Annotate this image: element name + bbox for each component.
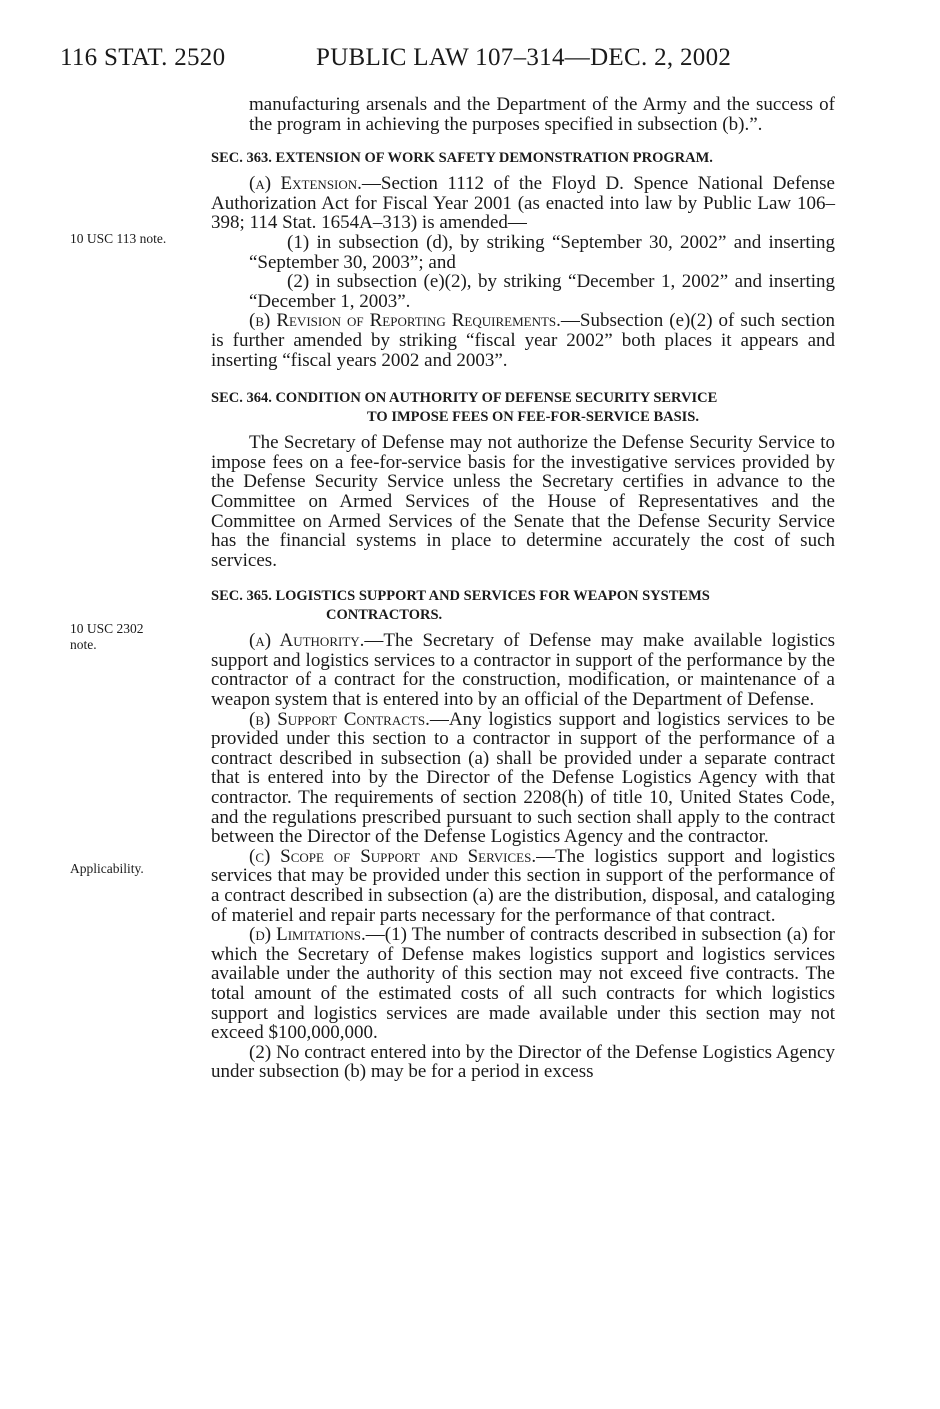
margin-note-usc-2302-line1: 10 USC 2302 xyxy=(70,621,144,636)
section-363-heading: SEC. 363. EXTENSION OF WORK SAFETY DEMONSTRATION PROGRAM. xyxy=(211,150,713,167)
section-365-a-label: (a) Authority. xyxy=(249,630,365,652)
section-365-d-text: —(1) The number of contracts described in subsection (a) for which the Secretary of Defense makes logistics support and logistics services available under the authority of this section may not exceed five contracts. The total amount of the estimated costs of all such contracts for which logistics support and logistics services are made available under this section may not exceed $100,000,000. xyxy=(211,924,836,1044)
section-364-text: The Secretary of Defense may not authorize the Defense Security Service to impose fees on a fee-for-service basis for the investigative services provided by the Defense Security Service unless the Secretary certifies in advance to the Committee on Armed Services of the House of Representatives and the Committee on Armed Services of the Senate that the Defense Security Service has the financial systems in place to determine accurately the cost of such services. xyxy=(211,432,835,571)
section-365-a xyxy=(211,631,835,709)
document-body xyxy=(211,95,835,1082)
section-365-heading xyxy=(211,587,835,625)
section-365-b-label: (b) Support Contracts. xyxy=(249,708,430,730)
margin-note-usc-2302 xyxy=(70,621,190,653)
section-365-c-label: (c) Scope of Support and Services. xyxy=(249,845,537,867)
section-365-c-text: —The logistics support and logistics services that may be provided under this section in support of the performance of a contract described in subsection (a) are the distribution, disposal, and cataloging of materiel and repair parts necessary for the performance of that contract. xyxy=(211,845,835,926)
section-363-a2: (2) in subsection (e)(2), by striking “December 1, 2002” and inserting “December 1, 2003”. xyxy=(249,271,835,312)
section-363-a xyxy=(211,174,835,233)
margin-note-usc-2302-line2: note. xyxy=(70,637,97,652)
section-363-a-text: —Section 1112 of the Floyd D. Spence National Defense Authorization Act for Fiscal Year 2001 (as enacted into law by Public Law 106–398; 114 Stat. 1654A–313) is amended— xyxy=(211,173,835,234)
section-365-d xyxy=(211,925,835,1043)
section-365-a-text: —The Secretary of Defense may make available logistics support and logistics services to a contractor in support of the performance by the contractor of a contract for the construction, modification, or maintenance of a weapon system that is entered into by an official of the Department of Defense. xyxy=(211,630,835,711)
margin-note-applicability: Applicability. xyxy=(70,861,144,876)
section-363-b-label: (b) Revision of Reporting Requirements. xyxy=(249,310,561,332)
section-365-c xyxy=(211,847,835,925)
section-365-d2: (2) No contract entered into by the Director of the Defense Logistics Agency under subsection (b) may be for a period in excess xyxy=(211,1041,835,1083)
section-365-heading-line1: SEC. 365. LOGISTICS SUPPORT AND SERVICES FOR WEAPON SYSTEMS xyxy=(211,588,710,605)
margin-note-usc-113: 10 USC 113 note. xyxy=(70,231,167,246)
section-363-b xyxy=(211,311,835,370)
section-363-a-label: (a) Extension. xyxy=(249,173,362,195)
section-365-d-label: (d) Limitations. xyxy=(249,924,366,946)
section-365-b xyxy=(211,710,835,847)
section-364-heading-line2: TO IMPOSE FEES ON FEE-FOR-SERVICE BASIS. xyxy=(367,409,699,426)
section-364-heading-line1: SEC. 364. CONDITION ON AUTHORITY OF DEFENSE SECURITY SERVICE xyxy=(211,390,718,407)
section-363-b-text: —Subsection (e)(2) of such section is further amended by striking “fiscal year 2002” both places it appears and inserting “fiscal years 2002 and 2003”. xyxy=(211,310,835,371)
section-365-heading-line2: CONTRACTORS. xyxy=(326,607,443,624)
stat-reference: 116 STAT. 2520 xyxy=(60,44,226,71)
section-365-b-text: —Any logistics support and logistics services to be provided under this section to a contractor in support of the performance of a contract described in subsection (a) shall be provided under a separate contract that is entered into by the Director of the Defense Logistics Agency with that contractor. The requirements of section 2208(h) of title 10, United States Code, and the regulations prescribed pursuant to such section shall apply to the contract between the Director of the Defense Logistics Agency and the contractor. xyxy=(211,708,835,848)
public-law-reference: PUBLIC LAW 107–314—DEC. 2, 2002 xyxy=(316,44,732,71)
section-363-a1: (1) in subsection (d), by striking “September 30, 2002” and inserting “September 30, 2003”; and xyxy=(249,231,835,273)
running-header xyxy=(60,44,880,76)
section-364-heading xyxy=(211,389,835,427)
intro-paragraph: manufacturing arsenals and the Department of the Army and the success of the program in achieving the purposes specified in subsection (b).”. xyxy=(249,94,835,135)
